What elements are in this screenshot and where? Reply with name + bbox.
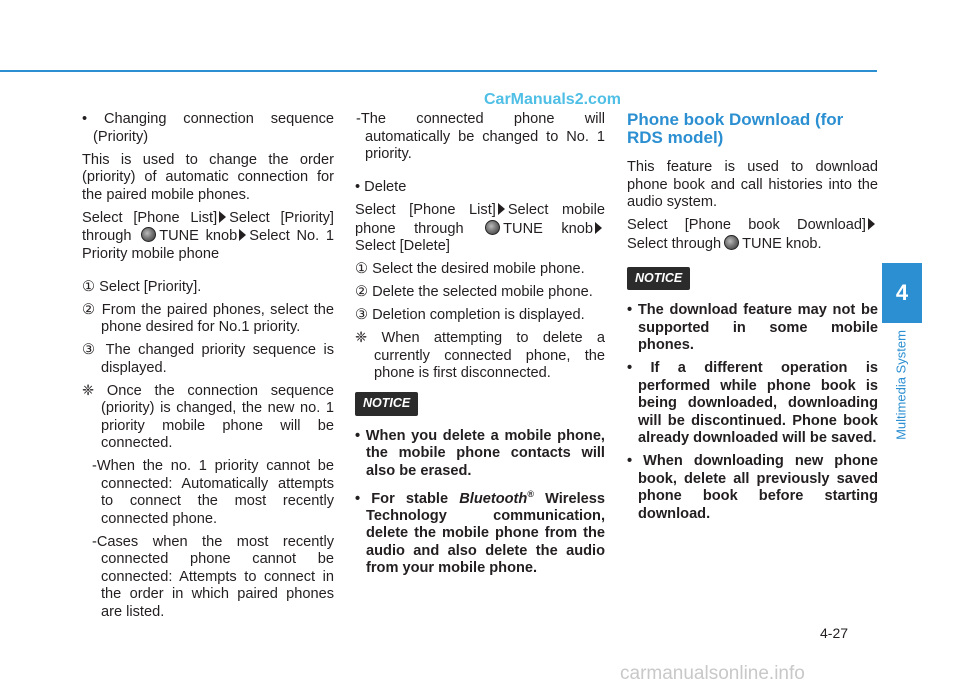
delete-path: Select [Phone List] Select mobile phone through TUNE knob Select [Delete] [355, 202, 605, 254]
tune-knob-icon [485, 220, 500, 235]
notice-item-1: • When you delete a mobile phone, the mobile phone contacts will also be erased. [355, 427, 605, 479]
priority-step-2: ② From the paired phones, select the phone desired for No.1 priority. [82, 301, 334, 335]
arrow-right-icon [868, 218, 875, 230]
arrow-right-icon [219, 211, 226, 223]
tune-knob-icon [724, 235, 739, 250]
priority-step-3: ③ The changed priority sequence is displayed. [82, 342, 334, 376]
priority-dash-1: -When the no. 1 priority cannot be connected: Automatically attempts to connect the most recently connected phone. [92, 458, 334, 527]
column-2 [355, 111, 605, 583]
arrow-right-icon [498, 203, 505, 215]
notice-item-2: • For stable Bluetooth® Wireless Technology communication, delete the mobile phone from the audio and also delete the audio from your mobile phone. [355, 488, 605, 577]
priority-step-1: ① Select [Priority]. [82, 278, 202, 295]
tune-knob-icon [141, 227, 156, 242]
notice-badge: NOTICE [627, 267, 690, 291]
arrow-right-icon [239, 229, 246, 241]
page-number: 4-27 [820, 625, 849, 641]
delete-note: ❈ When attempting to delete a currently connected phone, the phone is first disconnected. [355, 330, 605, 381]
download-intro: This feature is used to download phone book and call histories into the audio system. [627, 159, 878, 210]
priority-note: ❈ Once the connection sequence (priority) is changed, the new no. 1 priority mobile phone will be connected. [82, 382, 334, 451]
delete-step-2: ② Delete the selected mobile phone. [355, 284, 593, 300]
section-bullet-delete: • Delete [355, 179, 407, 195]
chapter-tab: 4 [882, 263, 922, 323]
priority-path: Select [Phone List] Select [Priority] through TUNE knob Select No. 1 Priority mobile phone [82, 209, 334, 262]
column-1 [82, 111, 334, 627]
delete-step-3: ③ Deletion completion is displayed. [355, 307, 585, 323]
notice-item-1: • The download feature may not be supported in some mobile phones. [627, 302, 878, 353]
watermark-bottom: carmanualsonline.info [620, 663, 805, 684]
side-label: Multimedia System [893, 330, 909, 440]
section-bullet-priority: • Changing connection sequence (Priority) [82, 111, 334, 145]
download-path: Select [Phone book Download] Select through TUNE knob. [627, 217, 878, 253]
header-rule [0, 70, 877, 72]
watermark-top: CarManuals2.com [484, 91, 621, 108]
priority-dash-2: -Cases when the most recently connected phone cannot be connected: Attempts to connect in the order in which paired phones are listed. [92, 533, 334, 620]
notice-item-2: • If a different operation is performed while phone book is being downloaded, downloading will be discontinued. Phone book already downloaded will be saved. [627, 360, 878, 446]
arrow-right-icon [595, 222, 602, 234]
section-heading: Phone book Download (for RDS model) [627, 110, 844, 147]
priority-intro: This is used to change the order (priority) of automatic connection for the paired mobile phones. [82, 151, 334, 203]
delete-step-1: ① Select the desired mobile phone. [355, 261, 585, 277]
priority-dash-3: -The connected phone will automatically be changed to No. 1 priority. [356, 111, 605, 162]
column-3 [627, 111, 878, 529]
notice-badge: NOTICE [355, 392, 418, 416]
notice-item-3: • When downloading new phone book, delete all previously saved phone book before starting download. [627, 453, 878, 522]
